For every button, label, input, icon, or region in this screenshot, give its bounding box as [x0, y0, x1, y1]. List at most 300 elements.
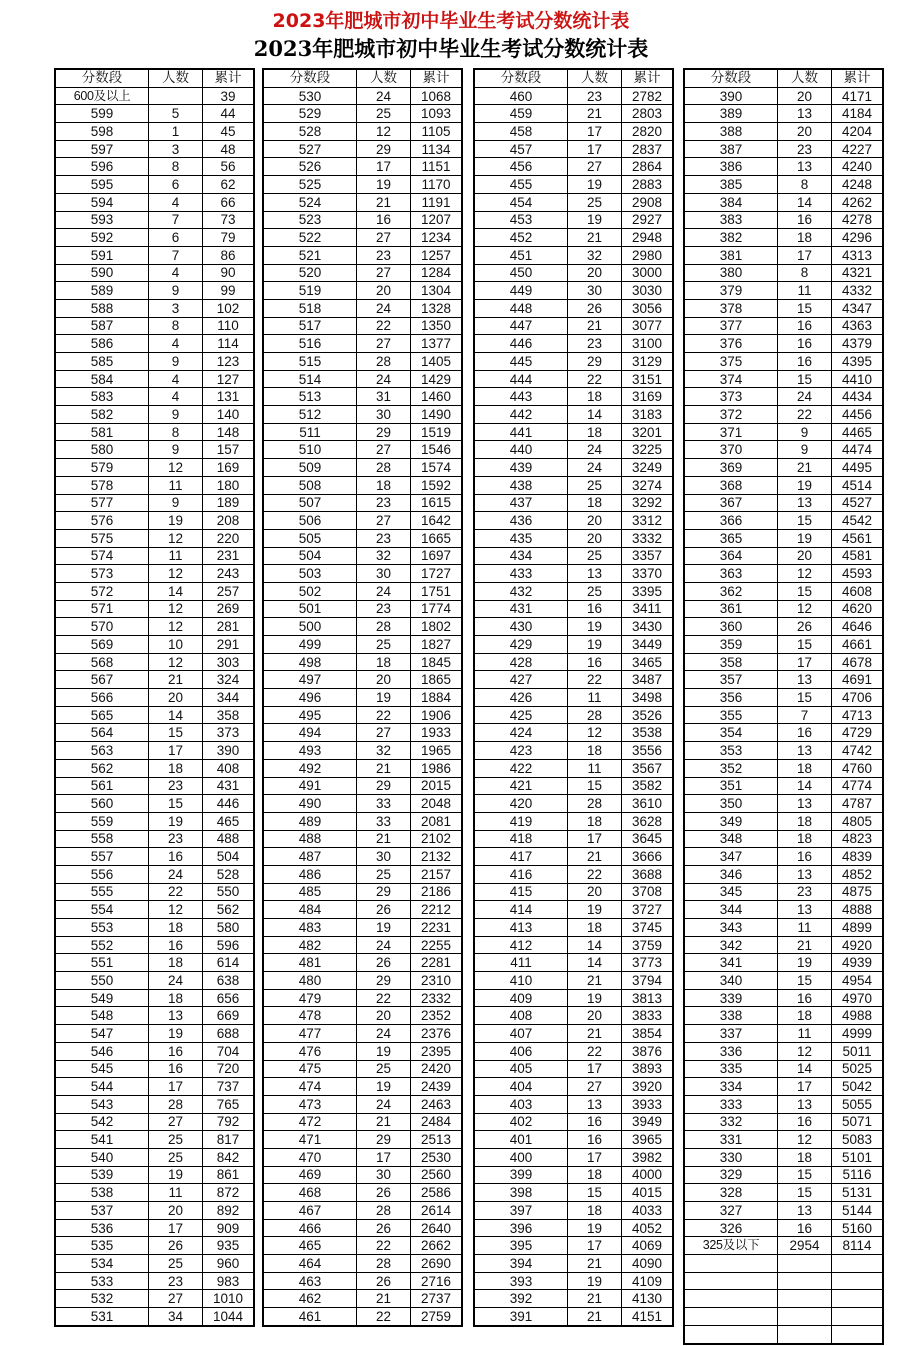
score-range-cell: 485: [263, 883, 357, 901]
count-cell: 15: [149, 724, 203, 742]
cumulative-cell: 3395: [622, 582, 674, 600]
score-range-cell: 361: [684, 600, 778, 618]
cumulative-cell: 1010: [203, 1290, 255, 1308]
cumulative-cell: 1093: [411, 105, 463, 123]
table-row: [263, 459, 462, 477]
count-cell: 16: [149, 1060, 203, 1078]
table-row: [684, 406, 883, 424]
table-row: [55, 618, 254, 636]
count-cell: 28: [357, 1255, 411, 1273]
count-cell: 24: [568, 459, 622, 477]
score-range-cell: 333: [684, 1095, 778, 1113]
count-cell: 16: [149, 936, 203, 954]
table-row: [474, 582, 673, 600]
cumulative-cell: 8114: [832, 1237, 884, 1255]
cumulative-cell: 4151: [622, 1308, 674, 1326]
table-row: [55, 158, 254, 176]
count-cell: 18: [149, 989, 203, 1007]
table-row: [474, 441, 673, 459]
cumulative-cell: 3920: [622, 1078, 674, 1096]
table-row: [684, 1325, 883, 1343]
table-header-row: [263, 69, 462, 87]
table-row: [55, 406, 254, 424]
score-range-cell: 360: [684, 618, 778, 636]
score-range-cell: 457: [474, 140, 568, 158]
count-cell: 12: [149, 901, 203, 919]
count-cell: 16: [149, 848, 203, 866]
score-range-cell: 562: [55, 759, 149, 777]
count-cell: 23: [778, 140, 832, 158]
score-range-cell: 465: [263, 1237, 357, 1255]
cumulative-cell: 5116: [832, 1166, 884, 1184]
table-row: [684, 158, 883, 176]
score-range-cell: 453: [474, 211, 568, 229]
count-cell: 12: [357, 123, 411, 141]
cumulative-cell: 1304: [411, 282, 463, 300]
count-cell: 22: [357, 1237, 411, 1255]
score-range-cell: 570: [55, 618, 149, 636]
table-row: [474, 140, 673, 158]
count-cell: 18: [568, 423, 622, 441]
count-cell: 2954: [778, 1237, 832, 1255]
count-cell: 12: [778, 600, 832, 618]
table-row: [684, 636, 883, 654]
header-count: 人数: [568, 69, 622, 87]
count-cell: 24: [149, 865, 203, 883]
table-header-row: [55, 69, 254, 87]
table-row: [55, 105, 254, 123]
cumulative-cell: 4474: [832, 441, 884, 459]
cumulative-cell: [832, 1255, 884, 1273]
header-score-range: 分数段: [474, 69, 568, 87]
table-row: [684, 370, 883, 388]
table-row: [474, 211, 673, 229]
cumulative-cell: 2439: [411, 1078, 463, 1096]
count-cell: 21: [357, 1290, 411, 1308]
cumulative-cell: 3225: [622, 441, 674, 459]
score-range-cell: 367: [684, 494, 778, 512]
count-cell: 27: [357, 264, 411, 282]
table-row: [684, 423, 883, 441]
count-cell: 12: [778, 1042, 832, 1060]
cumulative-cell: 2102: [411, 830, 463, 848]
score-range-cell: 409: [474, 989, 568, 1007]
count-cell: 18: [778, 759, 832, 777]
cumulative-cell: 4561: [832, 529, 884, 547]
count-cell: 24: [149, 972, 203, 990]
cumulative-cell: 2081: [411, 812, 463, 830]
cumulative-cell: 66: [203, 193, 255, 211]
count-cell: 9: [778, 423, 832, 441]
score-range-cell: 496: [263, 689, 357, 707]
cumulative-cell: 344: [203, 689, 255, 707]
count-cell: 18: [568, 1202, 622, 1220]
table-row: [55, 989, 254, 1007]
table-row: [55, 140, 254, 158]
score-range-cell: 480: [263, 972, 357, 990]
count-cell: 18: [357, 653, 411, 671]
cumulative-cell: 4262: [832, 193, 884, 211]
table-row: [263, 140, 462, 158]
count-cell: 22: [149, 883, 203, 901]
table-row: [263, 246, 462, 264]
score-range-cell: 335: [684, 1060, 778, 1078]
cumulative-cell: 2132: [411, 848, 463, 866]
score-range-cell: 427: [474, 671, 568, 689]
score-range-cell: 345: [684, 883, 778, 901]
cumulative-cell: 1490: [411, 406, 463, 424]
cumulative-cell: 656: [203, 989, 255, 1007]
cumulative-cell: 3813: [622, 989, 674, 1007]
score-range-cell: 510: [263, 441, 357, 459]
cumulative-cell: 114: [203, 335, 255, 353]
table-row: [684, 1272, 883, 1290]
score-range-cell: 447: [474, 317, 568, 335]
score-range-cell: 522: [263, 229, 357, 247]
score-range-cell: 330: [684, 1148, 778, 1166]
count-cell: 19: [357, 1078, 411, 1096]
cumulative-cell: 1405: [411, 353, 463, 371]
count-cell: 21: [568, 1025, 622, 1043]
cumulative-cell: 5011: [832, 1042, 884, 1060]
table-row: [55, 1095, 254, 1113]
score-range-cell: 470: [263, 1148, 357, 1166]
count-cell: 19: [778, 954, 832, 972]
cumulative-cell: 614: [203, 954, 255, 972]
table-row: [263, 176, 462, 194]
count-cell: 12: [149, 459, 203, 477]
score-range-cell: 381: [684, 246, 778, 264]
table-row: [55, 565, 254, 583]
cumulative-cell: 2212: [411, 901, 463, 919]
score-range-cell: 550: [55, 972, 149, 990]
cumulative-cell: 1774: [411, 600, 463, 618]
table-row: [263, 954, 462, 972]
table-row: [55, 1237, 254, 1255]
cumulative-cell: 1377: [411, 335, 463, 353]
cumulative-cell: 4015: [622, 1184, 674, 1202]
count-cell: 12: [149, 653, 203, 671]
count-cell: 8: [778, 176, 832, 194]
count-cell: 7: [778, 706, 832, 724]
cumulative-cell: 1207: [411, 211, 463, 229]
score-range-cell: 593: [55, 211, 149, 229]
table-row: [474, 246, 673, 264]
score-range-cell: 399: [474, 1166, 568, 1184]
table-row: [474, 618, 673, 636]
score-range-cell: 431: [474, 600, 568, 618]
table-row: [684, 671, 883, 689]
table-row: [55, 123, 254, 141]
cumulative-cell: 446: [203, 795, 255, 813]
table-row: [263, 193, 462, 211]
count-cell: 14: [568, 936, 622, 954]
table-row: [263, 706, 462, 724]
count-cell: 14: [149, 582, 203, 600]
cumulative-cell: 3430: [622, 618, 674, 636]
table-row: [55, 299, 254, 317]
score-range-cell: 405: [474, 1060, 568, 1078]
table-row: [263, 370, 462, 388]
cumulative-cell: 704: [203, 1042, 255, 1060]
count-cell: 26: [357, 1219, 411, 1237]
count-cell: 22: [778, 406, 832, 424]
table-row: [684, 317, 883, 335]
score-range-cell: 342: [684, 936, 778, 954]
table-row: [55, 423, 254, 441]
table-row: [684, 865, 883, 883]
table-row: [263, 1184, 462, 1202]
score-range-cell: 445: [474, 353, 568, 371]
score-range-cell: 434: [474, 547, 568, 565]
score-range-cell: 354: [684, 724, 778, 742]
cumulative-cell: 102: [203, 299, 255, 317]
cumulative-cell: 2908: [622, 193, 674, 211]
score-range-cell: 350: [684, 795, 778, 813]
table-row: [55, 812, 254, 830]
count-cell: 25: [568, 193, 622, 211]
count-cell: 21: [357, 759, 411, 777]
cumulative-cell: 3933: [622, 1095, 674, 1113]
cumulative-cell: 2560: [411, 1166, 463, 1184]
count-cell: 19: [568, 1272, 622, 1290]
count-cell: 13: [778, 105, 832, 123]
cumulative-cell: 3000: [622, 264, 674, 282]
count-cell: 7: [149, 211, 203, 229]
cumulative-cell: 62: [203, 176, 255, 194]
cumulative-cell: 3129: [622, 353, 674, 371]
count-cell: 12: [149, 618, 203, 636]
count-cell: 19: [568, 1219, 622, 1237]
count-cell: 17: [778, 1078, 832, 1096]
cumulative-cell: 4593: [832, 565, 884, 583]
count-cell: 21: [149, 671, 203, 689]
score-range-cell: 462: [263, 1290, 357, 1308]
table-row: [474, 1113, 673, 1131]
score-range-cell: 530: [263, 87, 357, 105]
score-range-cell: 461: [263, 1308, 357, 1326]
count-cell: 29: [357, 777, 411, 795]
score-range-cell: 388: [684, 123, 778, 141]
score-range-cell: 398: [474, 1184, 568, 1202]
count-cell: 19: [778, 476, 832, 494]
cumulative-cell: 596: [203, 936, 255, 954]
table-row: [263, 618, 462, 636]
score-range-cell: 493: [263, 742, 357, 760]
score-range-cell: 446: [474, 335, 568, 353]
score-range-cell: 479: [263, 989, 357, 1007]
cumulative-cell: 3411: [622, 600, 674, 618]
count-cell: 25: [568, 582, 622, 600]
count-cell: 17: [149, 1078, 203, 1096]
table-row: [684, 901, 883, 919]
cumulative-cell: 3893: [622, 1060, 674, 1078]
count-cell: 22: [357, 317, 411, 335]
cumulative-cell: 4109: [622, 1272, 674, 1290]
table-row: [684, 105, 883, 123]
cumulative-cell: [832, 1272, 884, 1290]
score-range-cell: 594: [55, 193, 149, 211]
cumulative-cell: 4495: [832, 459, 884, 477]
cumulative-cell: 688: [203, 1025, 255, 1043]
score-range-cell: 331: [684, 1131, 778, 1149]
cumulative-cell: 303: [203, 653, 255, 671]
score-range-cell: 566: [55, 689, 149, 707]
count-cell: 18: [568, 742, 622, 760]
cumulative-cell: 269: [203, 600, 255, 618]
cumulative-cell: 140: [203, 406, 255, 424]
cumulative-cell: 4581: [832, 547, 884, 565]
score-range-cell: 498: [263, 653, 357, 671]
score-range-cell: 338: [684, 1007, 778, 1025]
score-range-cell: 494: [263, 724, 357, 742]
cumulative-cell: 4347: [832, 299, 884, 317]
score-range-cell: 411: [474, 954, 568, 972]
score-range-cell: 403: [474, 1095, 568, 1113]
count-cell: 15: [568, 777, 622, 795]
score-range-cell: 587: [55, 317, 149, 335]
cumulative-cell: 3610: [622, 795, 674, 813]
score-range-cell: 576: [55, 512, 149, 530]
count-cell: 19: [149, 1025, 203, 1043]
count-cell: 27: [149, 1113, 203, 1131]
score-range-cell: 474: [263, 1078, 357, 1096]
count-cell: 15: [778, 512, 832, 530]
score-range-cell: 499: [263, 636, 357, 654]
count-cell: 13: [778, 1202, 832, 1220]
count-cell: 24: [357, 936, 411, 954]
score-range-cell: 371: [684, 423, 778, 441]
cumulative-cell: 3183: [622, 406, 674, 424]
score-range-cell: 541: [55, 1131, 149, 1149]
score-range-cell: 466: [263, 1219, 357, 1237]
count-cell: 16: [778, 989, 832, 1007]
score-range-cell: 547: [55, 1025, 149, 1043]
count-cell: 16: [357, 211, 411, 229]
count-cell: 15: [568, 1184, 622, 1202]
count-cell: 27: [357, 229, 411, 247]
count-cell: [778, 1290, 832, 1308]
cumulative-cell: 1170: [411, 176, 463, 194]
score-range-cell: 332: [684, 1113, 778, 1131]
count-cell: 22: [568, 1042, 622, 1060]
cumulative-cell: 4661: [832, 636, 884, 654]
score-range-cell: 554: [55, 901, 149, 919]
count-cell: 13: [778, 671, 832, 689]
score-range-cell: 365: [684, 529, 778, 547]
count-cell: 18: [568, 494, 622, 512]
score-range-cell: [684, 1290, 778, 1308]
table-row: [263, 848, 462, 866]
score-range-cell: 346: [684, 865, 778, 883]
cumulative-cell: 4899: [832, 919, 884, 937]
table-row: [474, 1219, 673, 1237]
table-row: [684, 388, 883, 406]
score-range-cell: 516: [263, 335, 357, 353]
count-cell: 33: [357, 812, 411, 830]
table-row: [263, 547, 462, 565]
count-cell: 19: [149, 1166, 203, 1184]
cumulative-cell: 935: [203, 1237, 255, 1255]
score-range-cell: 592: [55, 229, 149, 247]
cumulative-cell: 3759: [622, 936, 674, 954]
count-cell: 13: [778, 494, 832, 512]
count-cell: 21: [778, 459, 832, 477]
count-cell: 24: [778, 388, 832, 406]
cumulative-cell: 2759: [411, 1308, 463, 1326]
cumulative-cell: 2782: [622, 87, 674, 105]
count-cell: 16: [778, 1219, 832, 1237]
count-cell: 17: [568, 140, 622, 158]
count-cell: 9: [149, 441, 203, 459]
cumulative-cell: 4456: [832, 406, 884, 424]
count-cell: 18: [778, 229, 832, 247]
count-cell: 13: [778, 1095, 832, 1113]
table-row: [55, 441, 254, 459]
score-range-cell: 329: [684, 1166, 778, 1184]
table-row: [474, 423, 673, 441]
score-range-cell: 544: [55, 1078, 149, 1096]
cumulative-cell: 1642: [411, 512, 463, 530]
header-cumulative: 累计: [622, 69, 674, 87]
table-row: [474, 689, 673, 707]
cumulative-cell: 3465: [622, 653, 674, 671]
cumulative-cell: 86: [203, 246, 255, 264]
count-cell: 8: [149, 423, 203, 441]
count-cell: 12: [149, 600, 203, 618]
cumulative-cell: 189: [203, 494, 255, 512]
header-cumulative: 累计: [203, 69, 255, 87]
table-row: [474, 777, 673, 795]
count-cell: 21: [568, 105, 622, 123]
score-range-cell: 500: [263, 618, 357, 636]
count-cell: 6: [149, 229, 203, 247]
score-range-cell: 418: [474, 830, 568, 848]
table-row: [684, 264, 883, 282]
score-range-cell: 540: [55, 1148, 149, 1166]
count-cell: 22: [357, 706, 411, 724]
table-row: [684, 1255, 883, 1273]
cumulative-cell: 5144: [832, 1202, 884, 1220]
score-range-cell: 422: [474, 759, 568, 777]
score-range-cell: 577: [55, 494, 149, 512]
cumulative-cell: 2820: [622, 123, 674, 141]
count-cell: 20: [778, 87, 832, 105]
table-row: [55, 512, 254, 530]
score-range-cell: 543: [55, 1095, 149, 1113]
count-cell: 20: [568, 264, 622, 282]
score-range-cell: 430: [474, 618, 568, 636]
count-cell: 17: [778, 246, 832, 264]
cumulative-cell: 4033: [622, 1202, 674, 1220]
table-row: [474, 671, 673, 689]
score-range-cell: 387: [684, 140, 778, 158]
cumulative-cell: 3645: [622, 830, 674, 848]
score-range-cell: 366: [684, 512, 778, 530]
cumulative-cell: 73: [203, 211, 255, 229]
table-row: [684, 724, 883, 742]
count-cell: 18: [568, 919, 622, 937]
count-cell: 14: [568, 406, 622, 424]
cumulative-cell: 2530: [411, 1148, 463, 1166]
count-cell: 21: [357, 1113, 411, 1131]
score-range-cell: 436: [474, 512, 568, 530]
table-row: [55, 264, 254, 282]
score-range-cell: 523: [263, 211, 357, 229]
score-range-cell: 506: [263, 512, 357, 530]
score-range-cell: 353: [684, 742, 778, 760]
table-row: [263, 1290, 462, 1308]
